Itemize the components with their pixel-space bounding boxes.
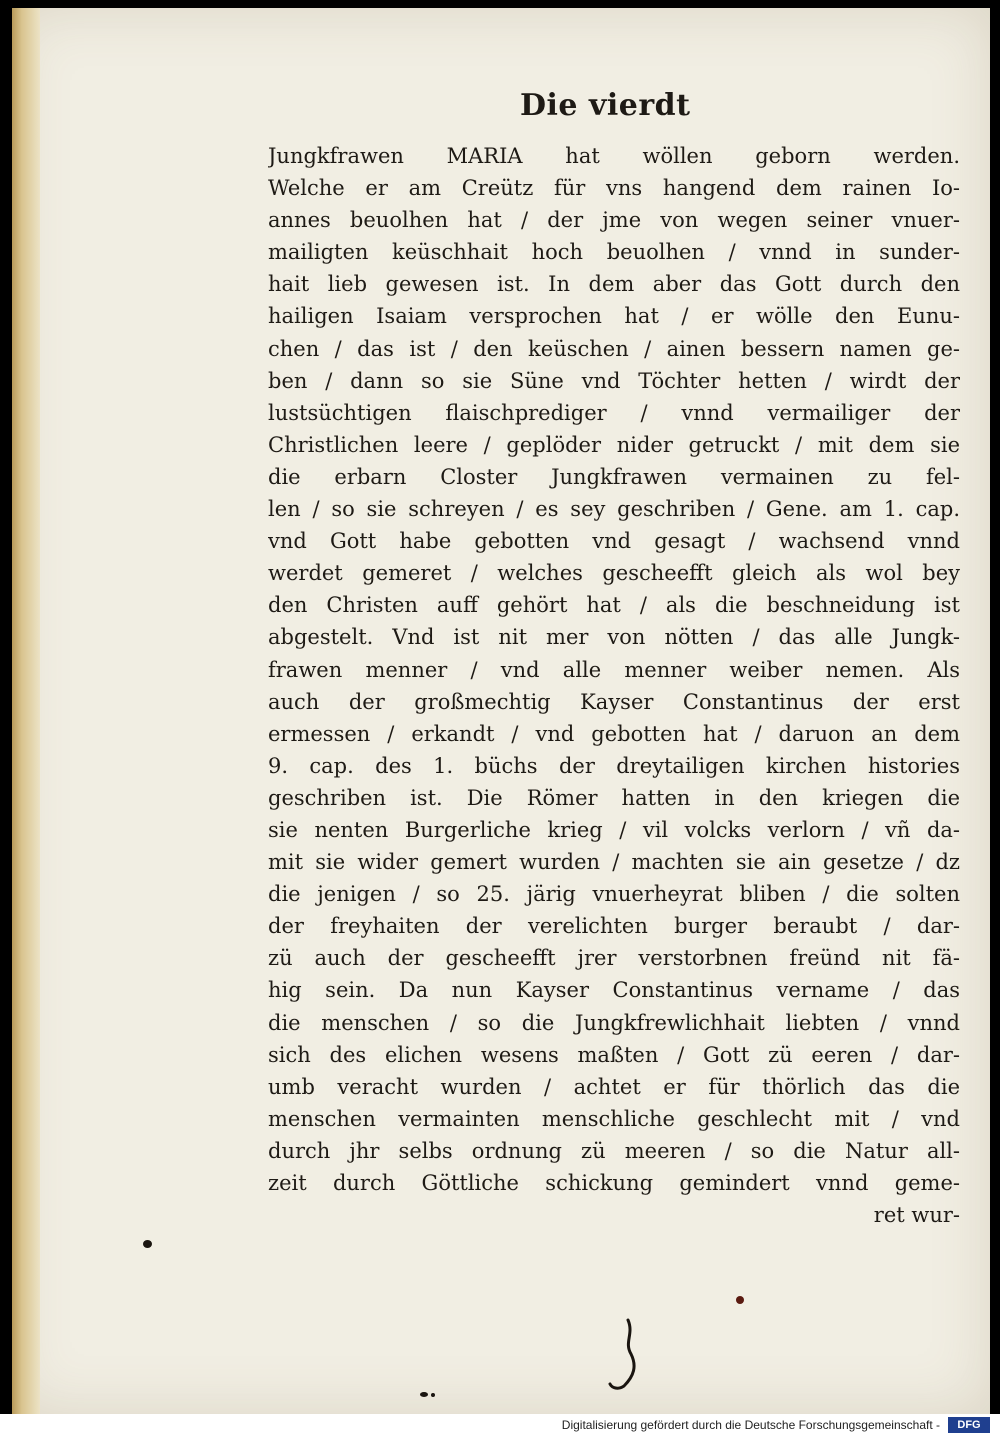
text-line: mailigten keüschhait hoch beuolhen / vnnd in sunder- — [268, 240, 960, 265]
text-line: zeit durch Göttliche schickung gemindert vnnd geme- — [268, 1171, 960, 1195]
catchword: ret wur- — [873, 1203, 960, 1228]
text-line: der freyhaiten der verelichten burger beraubt / dar- — [268, 914, 960, 939]
body-text — [268, 140, 960, 1231]
running-head: Die vierdt — [520, 88, 691, 123]
text-line: hig sein. Da nun Kayser Constantinus vername / das — [268, 978, 960, 1003]
page-gutter-edge — [12, 8, 40, 1414]
text-line: den Christen auff gehört hat / als die beschneidung ist — [268, 593, 960, 618]
text-line: annes beuolhen hat / der jme von wegen seiner vnuer- — [268, 208, 960, 233]
text-line: sich des elichen wesens maßten / Gott zü eeren / dar- — [268, 1042, 960, 1067]
text-line: frawen menner / vnd alle menner weiber nemen. Als — [268, 657, 960, 682]
text-line: auch der großmechtig Kayser Constantinus der erst — [268, 689, 960, 714]
text-line: werdet gemeret / welches gescheefft gleich als wol bey — [268, 561, 960, 586]
text-line: Welche er am Creütz für vns hangend dem rainen Io- — [268, 176, 960, 201]
text-line: menschen vermainten menschliche geschlecht mit / vnd — [268, 1106, 960, 1131]
text-line: zü auch der gescheefft jrer verstorbnen freünd nit fä- — [268, 946, 960, 971]
text-line: hailigen Isaiam versprochen hat / er wölle den Eunu- — [268, 304, 960, 329]
text-line: durch jhr selbs ordnung zü meeren / so die Natur all- — [268, 1138, 960, 1163]
text-line: len / so sie schreyen / es sey geschriben / Gene. am 1. cap. — [268, 497, 960, 522]
text-line: geschriben ist. Die Römer hatten in den kriegen die — [268, 785, 960, 810]
text-line: die menschen / so die Jungkfrewlichhait liebten / vnnd — [268, 1010, 960, 1035]
text-line: chen / das ist / den keüschen / ainen bessern namen ge- — [268, 336, 960, 361]
ink-spot — [143, 1240, 152, 1248]
funding-credit: Digitalisierung gefördert durch die Deutsche Forschungsgemeinschaft - — [561, 1418, 940, 1432]
text-line: Jungkfrawen MARIA hat wöllen geborn werden. — [268, 144, 960, 168]
footer-bar — [0, 1414, 1000, 1437]
text-line: mit sie wider gemert wurden / machten sie ain gesetze / dz — [268, 850, 960, 875]
ink-scribble-mark — [604, 1316, 644, 1396]
text-line: hait lieb gewesen ist. In dem aber das Gott durch den — [268, 272, 960, 297]
text-line: umb veracht wurden / achtet er für thörlich das die — [268, 1074, 960, 1099]
text-line: ben / dann so sie Süne vnd Töchter hetten / wirdt der — [268, 368, 960, 393]
ink-spot — [736, 1296, 744, 1304]
text-line: sie nenten Burgerliche krieg / vil volcks verlorn / vñ da- — [268, 817, 960, 842]
text-line: abgestelt. Vnd ist nit mer von nötten / das alle Jungk- — [268, 625, 960, 650]
text-line: die jenigen / so 25. järig vnuerheyrat bliben / die solten — [268, 882, 960, 907]
text-line: 9. cap. des 1. büchs der dreytailigen kirchen histories — [268, 753, 960, 778]
text-line: die erbarn Closter Jungkfrawen vermainen zu fel- — [268, 464, 960, 489]
text-line: ermessen / erkandt / vnd gebotten hat / daruon an dem — [268, 721, 960, 746]
ink-spot — [420, 1392, 428, 1397]
text-line: lustsüchtigen flaischprediger / vnnd vermailiger der — [268, 400, 960, 425]
text-line: Christlichen leere / geplöder nider getruckt / mit dem sie — [268, 432, 960, 457]
text-line: vnd Gott habe gebotten vnd gesagt / wachsend vnnd — [268, 529, 960, 554]
dfg-logo: DFG — [948, 1417, 990, 1433]
ink-spot — [431, 1393, 435, 1397]
